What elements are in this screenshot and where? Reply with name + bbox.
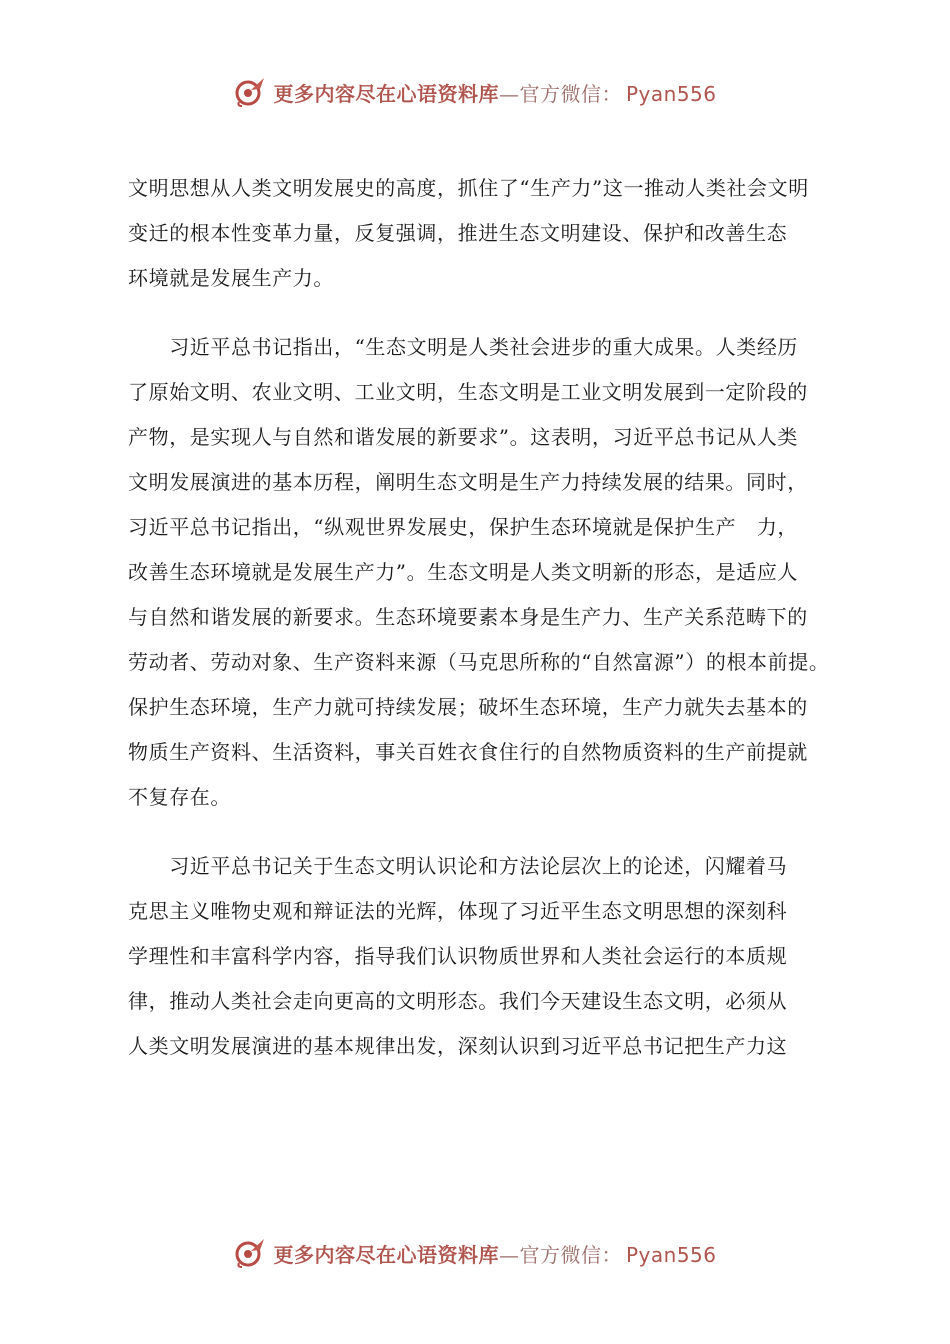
paragraph-3: [128, 844, 833, 1069]
paragraph-2: [128, 325, 833, 820]
text-line: 物质生产资料、生活资料，事关百姓衣食住行的自然物质资料的生产前提就: [128, 740, 808, 764]
header-banner: [0, 72, 950, 112]
banner-dash: —: [498, 1242, 520, 1267]
banner-wechat-label: 官方微信：: [519, 1242, 622, 1267]
text-line: 改善生态环境就是发展生产力”。生态文明是人类文明新的形态，是适应人: [128, 560, 799, 584]
document-body: [128, 166, 833, 1069]
text-line: 律，推动人类社会走向更高的文明形态。我们今天建设生态文明，必须从: [128, 989, 788, 1013]
text-line: 环境就是发展生产力。: [128, 266, 334, 290]
text-line: 习近平总书记指出，“生态文明是人类社会进步的重大成果。人类经历: [128, 335, 799, 359]
text-line: 了原始文明、农业文明、工业文明，生态文明是工业文明发展到一定阶段的: [128, 380, 808, 404]
text-line: 习近平总书记指出，“纵观世界发展史，保护生态环境就是保护生产 力，: [128, 515, 799, 539]
text-line: 变迁的根本性变革力量，反复强调，推进生态文明建设、保护和改善生态: [128, 221, 788, 245]
text-line: 文明思想从人类文明发展史的高度，抓住了“生产力”这一推动人类社会文明: [128, 176, 809, 200]
footer-banner-text: [273, 1239, 716, 1268]
footer-banner-content: [233, 1236, 716, 1270]
text-line: 与自然和谐发展的新要求。生态环境要素本身是生产力、生产关系范畴下的: [128, 605, 808, 629]
banner-dash: —: [498, 81, 520, 106]
text-line: 保护生态环境，生产力就可持续发展；破坏生态环境，生产力就失去基本的: [128, 695, 808, 719]
text-line: 学理性和丰富科学内容，指导我们认识物质世界和人类社会运行的本质规: [128, 944, 788, 968]
text-line: 习近平总书记关于生态文明认识论和方法论层次上的论述，闪耀着马: [128, 854, 788, 878]
banner-wechat-label: 官方微信：: [519, 81, 622, 106]
header-banner-content: [233, 75, 716, 109]
text-line: 克思主义唯物史观和辩证法的光辉，体现了习近平生态文明思想的深刻科: [128, 899, 788, 923]
paragraph-1: [128, 166, 833, 301]
banner-wechat-handle: Pyan556: [625, 81, 717, 106]
brand-logo-icon: [233, 1236, 267, 1270]
text-line: 文明发展演进的基本历程，阐明生态文明是生产力持续发展的结果。同时，: [128, 470, 808, 494]
header-banner-text: [273, 78, 716, 107]
paragraph-spacer: [128, 301, 833, 325]
text-line: 产物，是实现人与自然和谐发展的新要求”。这表明，习近平总书记从人类: [128, 425, 799, 449]
text-line: 人类文明发展演进的基本规律出发，深刻认识到习近平总书记把生产力这: [128, 1034, 788, 1058]
footer-banner: [0, 1233, 950, 1273]
paragraph-spacer: [128, 820, 833, 844]
banner-wechat-handle: Pyan556: [625, 1242, 717, 1267]
text-line: 劳动者、劳动对象、生产资料来源（马克思所称的“自然富源”）的根本前提。: [128, 650, 830, 674]
banner-main-text: 更多内容尽在心语资料库: [273, 1242, 499, 1267]
text-line: 不复存在。: [128, 785, 231, 809]
banner-main-text: 更多内容尽在心语资料库: [273, 81, 499, 106]
brand-logo-icon: [233, 75, 267, 109]
